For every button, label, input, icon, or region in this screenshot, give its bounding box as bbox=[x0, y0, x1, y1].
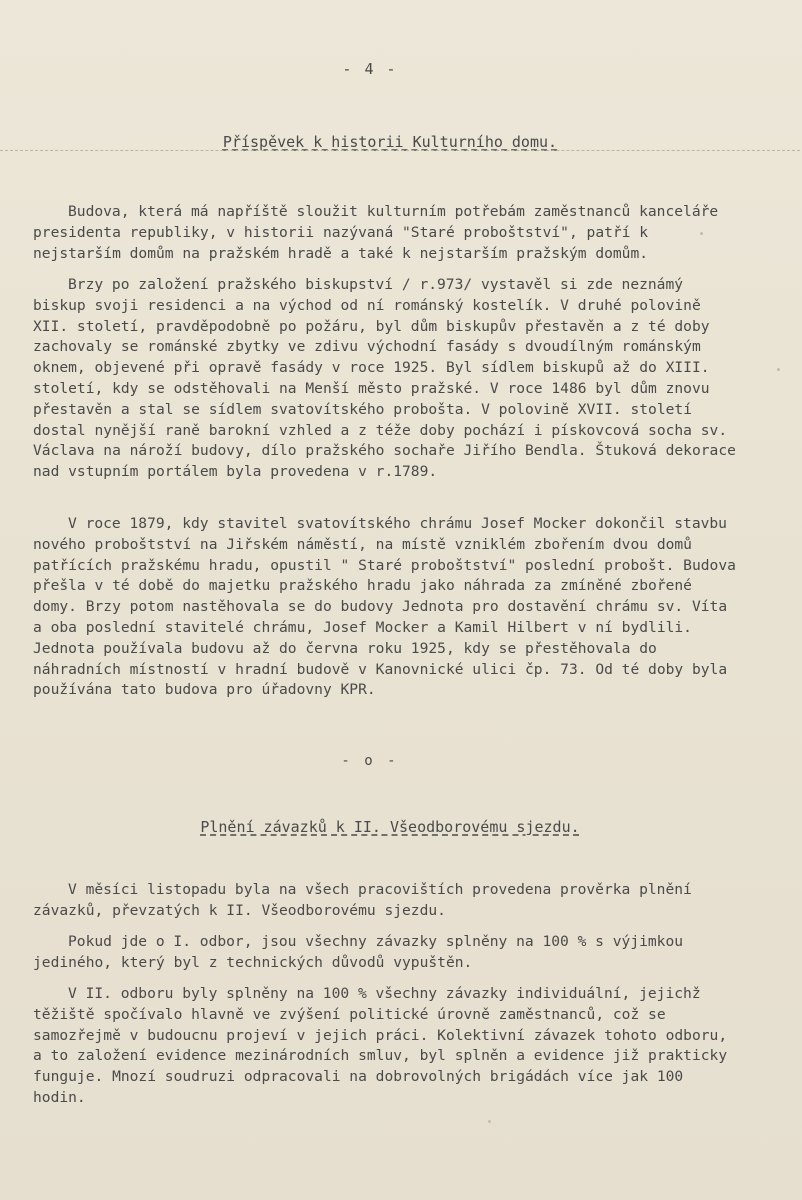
section-divider: - o - bbox=[341, 753, 399, 769]
paper-speck bbox=[777, 368, 780, 371]
section-title-cultural-house bbox=[0, 133, 790, 151]
paper-speck bbox=[488, 1120, 491, 1123]
paragraph: V měsíci listopadu byla na všech pracovištích provedena prověrka plnění závazků, převzatých k II. Všeodborovému sjezdu. bbox=[33, 881, 701, 919]
paper-speck bbox=[700, 232, 703, 235]
paragraph: Brzy po založení pražského biskupství / r.973/ vystavěl si zde neznámý biskup svoji residenci a na východ od ní románský kostelík. V druhé polovině XII. století, pravděpodobně po požáru, byl dům biskupův přestavěn a z té doby zachovaly se románské zbytky ve zdivu východní fasády s dvoudílným románským oknem, objevené při opravě fasády v roce 1925. Byl sídlem biskupů až do XIII. století, kdy se odstěhovali na Menší město pražské. V roce 1486 byl dům znovu přestavěn a stal se sídlem svatovítského probošta. V polovině XVII. století dostal nynější raně barokní vzhled a z téže doby pochází i pískovcová socha sv. Václava na nároží budovy, dílo pražského sochaře Jiřího Bendla. Štuková dekorace nad vstupním portálem byla provedena v r.1789. bbox=[33, 276, 745, 481]
section-title-union-congress bbox=[0, 818, 790, 836]
paragraph: V roce 1879, kdy stavitel svatovítského chrámu Josef Mocker dokončil stavbu nového proboštství na Jiřském náměstí, na místě vzniklém zbořením dvou domů patřících pražskému hradu, opustil " Staré proboštství" poslední probošt. Budova přešla v té době do majetku pražského hradu jako náhrada za zmíněné zbořené domy. Brzy potom nastěhovala se do budovy Jednota pro dostavění chrámu sv. Víta a oba poslední stavitelé chrámu, Josef Mocker a Kamil Hilbert v ní bydlili. Jednota používala budovu až do června roku 1925, kdy se přestěhovala do náhradních místností v hradní budově v Kanovnické ulici čp. 73. Od té doby byla používána tato budova pro úřadovny KPR. bbox=[33, 515, 745, 699]
section-title-text: Příspěvek k historii Kulturního domu. bbox=[222, 133, 558, 151]
paragraph: Pokud jde o I. odbor, jsou všechny závazky splněny na 100 % s výjimkou jediného, který byl z technických důvodů vypuštěn. bbox=[33, 933, 692, 971]
page-number: - 4 - bbox=[342, 60, 398, 78]
paragraph: V II. odboru byly splněny na 100 % všechny závazky individuální, jejichž těžiště spočívalo hlavně ve zvýšení politické úrovně zaměstnanců, což se samozřejmě v budoucnu projeví v jejich práci. Kolektivní závazek tohoto odboru, a to založení evidence mezinárodních smluv, byl splněn a evidence již prakticky funguje. Mnozí soudruzi odpracovali na dobrovolných brigádách více jak 100 hodin. bbox=[33, 985, 736, 1106]
section-title-text: Plnění závazků k II. Všeodborovému sjezdu. bbox=[200, 818, 580, 836]
dashed-rule bbox=[0, 150, 800, 151]
paragraph: Budova, která má napříště sloužit kulturním potřebám zaměstnanců kanceláře presidenta republiky, v historii nazývaná "Staré proboštství", patří k nejstarším domům na pražském hradě a také k nejstarším pražským domům. bbox=[33, 203, 727, 262]
